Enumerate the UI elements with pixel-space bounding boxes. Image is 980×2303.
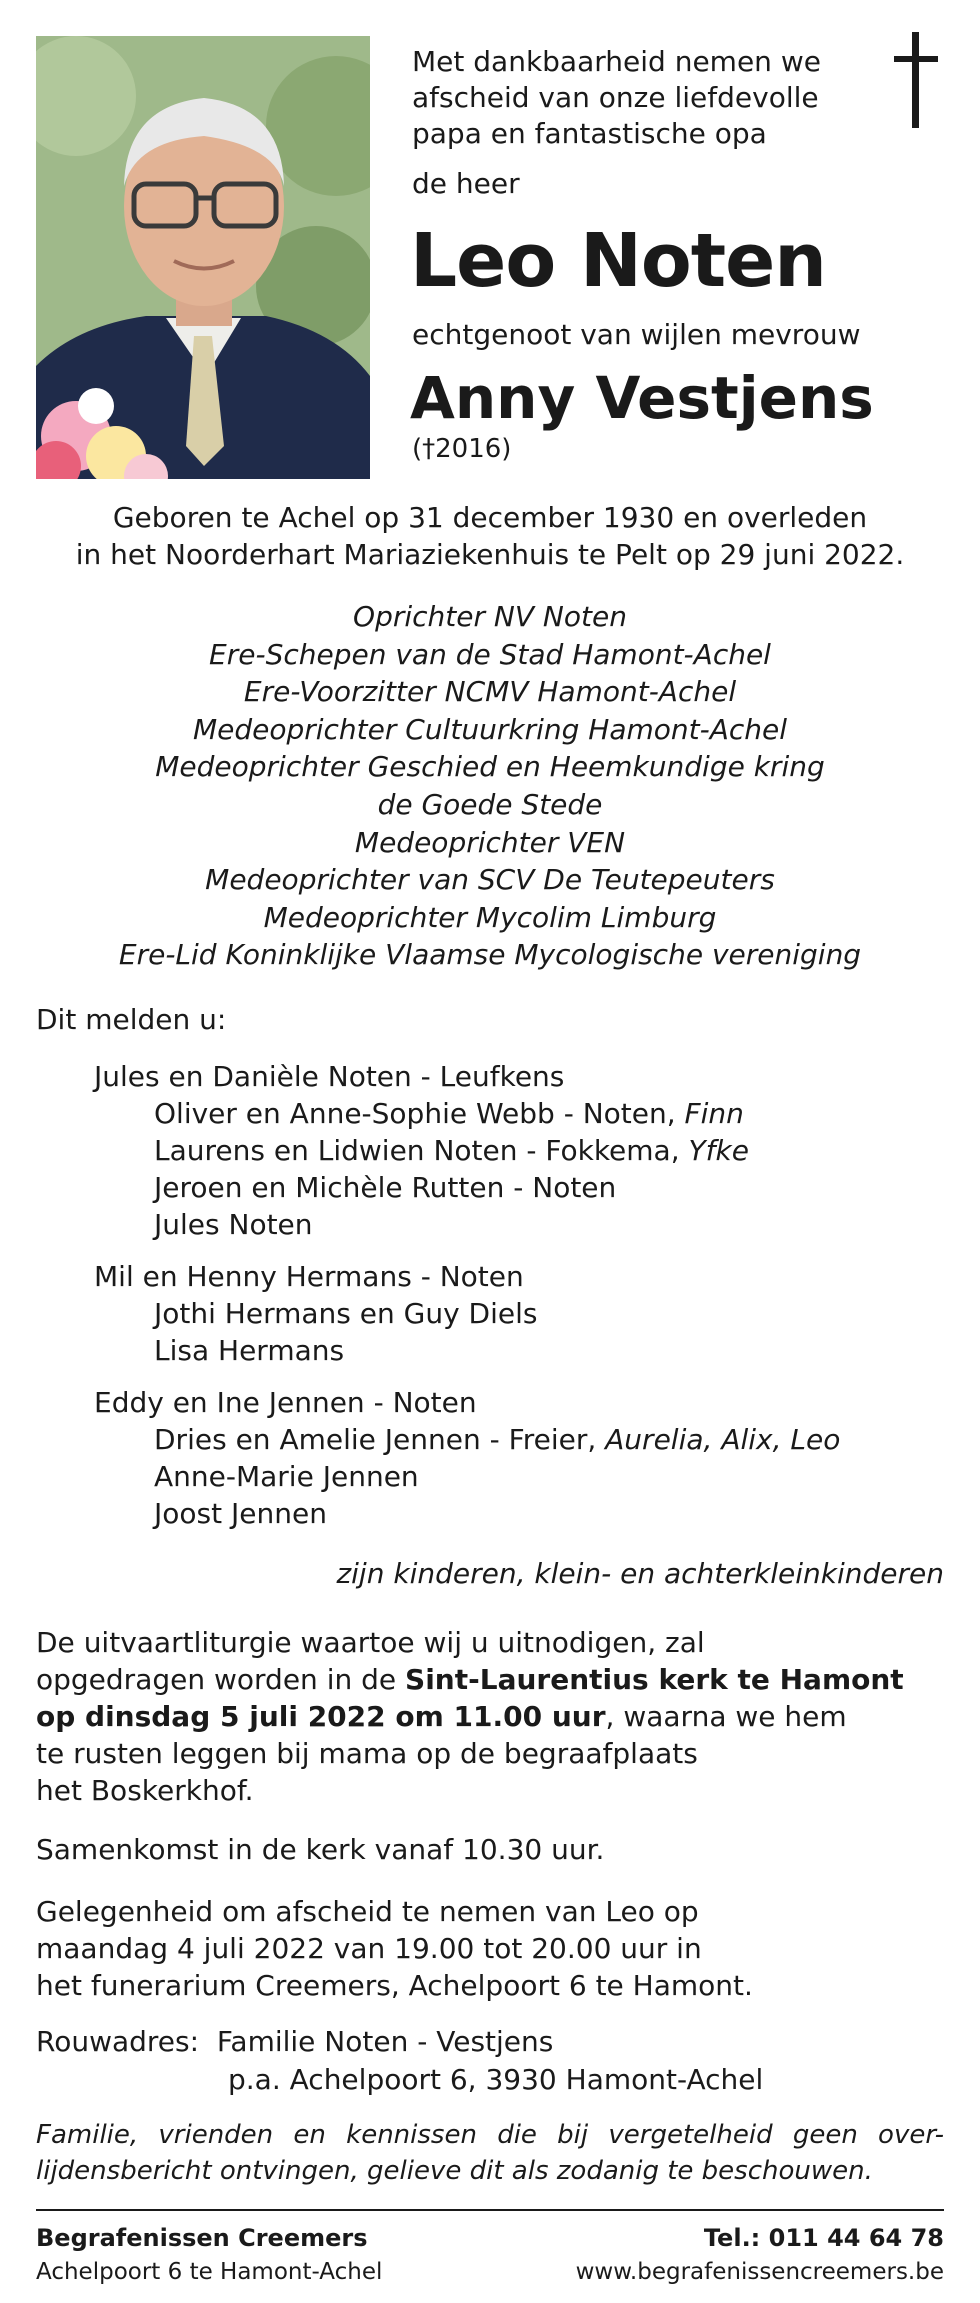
birth-line: Geboren te Achel op 31 december 1930 en overleden bbox=[112, 501, 868, 534]
role-item: de Goede Stede bbox=[377, 787, 603, 821]
roles-list bbox=[0, 598, 980, 974]
funeral-home-address: Achelpoort 6 te Hamont-Achel bbox=[36, 2259, 383, 2285]
family-member: Laurens en Lidwien Noten - Fokkema, Yfke bbox=[154, 1134, 749, 1167]
farewell-line: Gelegenheid om afscheid te nemen van Leo op bbox=[36, 1895, 699, 1928]
spouse-name: Anny Vestjens bbox=[410, 364, 874, 432]
church-name: Sint-Laurentius kerk te Hamont bbox=[405, 1663, 904, 1696]
mourning-address bbox=[36, 2025, 553, 2058]
role-item: Medeoprichter van SCV De Teutepeuters bbox=[205, 863, 775, 897]
deceased-name: Leo Noten bbox=[410, 218, 826, 304]
portrait-illustration bbox=[36, 36, 370, 479]
footer-divider bbox=[36, 2209, 944, 2211]
note-line: Familie, vrienden en kennissen die bij vergetelheid geen over- bbox=[36, 2120, 944, 2150]
role-item: Medeoprichter VEN bbox=[354, 825, 626, 859]
liturgy-text bbox=[36, 1624, 944, 1809]
birth-death-text bbox=[0, 499, 980, 573]
gathering-text: Samenkomst in de kerk vanaf 10.30 uur. bbox=[36, 1833, 605, 1866]
role-item: Medeoprichter Mycolim Limburg bbox=[263, 900, 717, 934]
intro-line: Met dankbaarheid nemen we bbox=[412, 45, 821, 78]
family-member: Joost Jennen bbox=[154, 1497, 327, 1530]
address-line: Familie Noten - Vestjens bbox=[216, 2025, 554, 2058]
family-member: Lisa Hermans bbox=[154, 1334, 345, 1367]
farewell-line: het funerarium Creemers, Achelpoort 6 te Hamont. bbox=[36, 1969, 753, 2002]
family-member: Jules Noten bbox=[154, 1208, 313, 1241]
announcement-intro: Dit melden u: bbox=[36, 1003, 227, 1036]
family-member: Anne-Marie Jennen bbox=[154, 1460, 419, 1493]
funeral-home-name: Begrafenissen Creemers bbox=[36, 2224, 368, 2252]
address-line: p.a. Achelpoort 6, 3930 Hamont-Achel bbox=[228, 2063, 764, 2096]
family-member: Dries en Amelie Jennen - Freier, Aurelia, Alix, Leo bbox=[154, 1423, 841, 1456]
cross-icon bbox=[886, 30, 946, 130]
farewell-text bbox=[36, 1893, 944, 2004]
service-datetime: op dinsdag 5 juli 2022 om 11.00 uur bbox=[36, 1700, 606, 1733]
intro-line: afscheid van onze liefdevolle bbox=[412, 81, 819, 114]
title-prefix: de heer bbox=[412, 167, 520, 200]
liturgy-line: opgedragen worden in de Sint-Laurentius kerk te Hamont bbox=[36, 1663, 904, 1696]
farewell-line: maandag 4 juli 2022 van 19.00 tot 20.00 uur in bbox=[36, 1932, 702, 1965]
spouse-death-year: (†2016) bbox=[412, 434, 512, 464]
family-member: Oliver en Anne-Sophie Webb - Noten, Finn bbox=[154, 1097, 744, 1130]
intro-line: papa en fantastische opa bbox=[412, 117, 767, 150]
note-line: lijdensbericht ontvingen, gelieve dit als zodanig te beschouwen. bbox=[36, 2156, 873, 2186]
role-item: Medeoprichter Geschied en Heemkundige kring bbox=[155, 750, 825, 784]
intro-text bbox=[412, 44, 872, 152]
family-head: Jules en Danièle Noten - Leufkens bbox=[94, 1060, 565, 1093]
family-head: Mil en Henny Hermans - Noten bbox=[94, 1260, 524, 1293]
address-label: Rouwadres: bbox=[36, 2025, 200, 2058]
role-item: Ere-Schepen van de Stad Hamont-Achel bbox=[209, 637, 771, 671]
notice-note bbox=[36, 2117, 944, 2189]
portrait-photo bbox=[36, 36, 370, 479]
role-item: Ere-Voorzitter NCMV Hamont-Achel bbox=[243, 675, 737, 709]
family-head: Eddy en Ine Jennen - Noten bbox=[94, 1386, 477, 1419]
spouse-intro: echtgenoot van wijlen mevrouw bbox=[412, 318, 861, 351]
role-item: Oprichter NV Noten bbox=[353, 600, 627, 633]
liturgy-line: te rusten leggen bij mama op de begraafplaats bbox=[36, 1737, 698, 1770]
liturgy-line: op dinsdag 5 juli 2022 om 11.00 uur, waarna we hem bbox=[36, 1700, 847, 1733]
liturgy-line: het Boskerkhof. bbox=[36, 1774, 254, 1807]
role-item: Medeoprichter Cultuurkring Hamont-Achel bbox=[192, 712, 788, 746]
birth-line: in het Noorderhart Mariaziekenhuis te Pelt op 29 juni 2022. bbox=[75, 538, 905, 571]
family-member: Jeroen en Michèle Rutten - Noten bbox=[154, 1171, 617, 1204]
role-item: Ere-Lid Koninklijke Vlaamse Mycologische vereniging bbox=[118, 938, 862, 972]
family-member: Jothi Hermans en Guy Diels bbox=[154, 1297, 538, 1330]
funeral-home-phone: Tel.: 011 44 64 78 bbox=[703, 2224, 944, 2252]
family-closing: zijn kinderen, klein- en achterkleinkinderen bbox=[336, 1557, 944, 1590]
liturgy-line: De uitvaartliturgie waartoe wij u uitnodigen, zal bbox=[36, 1626, 705, 1659]
funeral-home-website[interactable]: www.begrafenissencreemers.be bbox=[575, 2259, 944, 2285]
